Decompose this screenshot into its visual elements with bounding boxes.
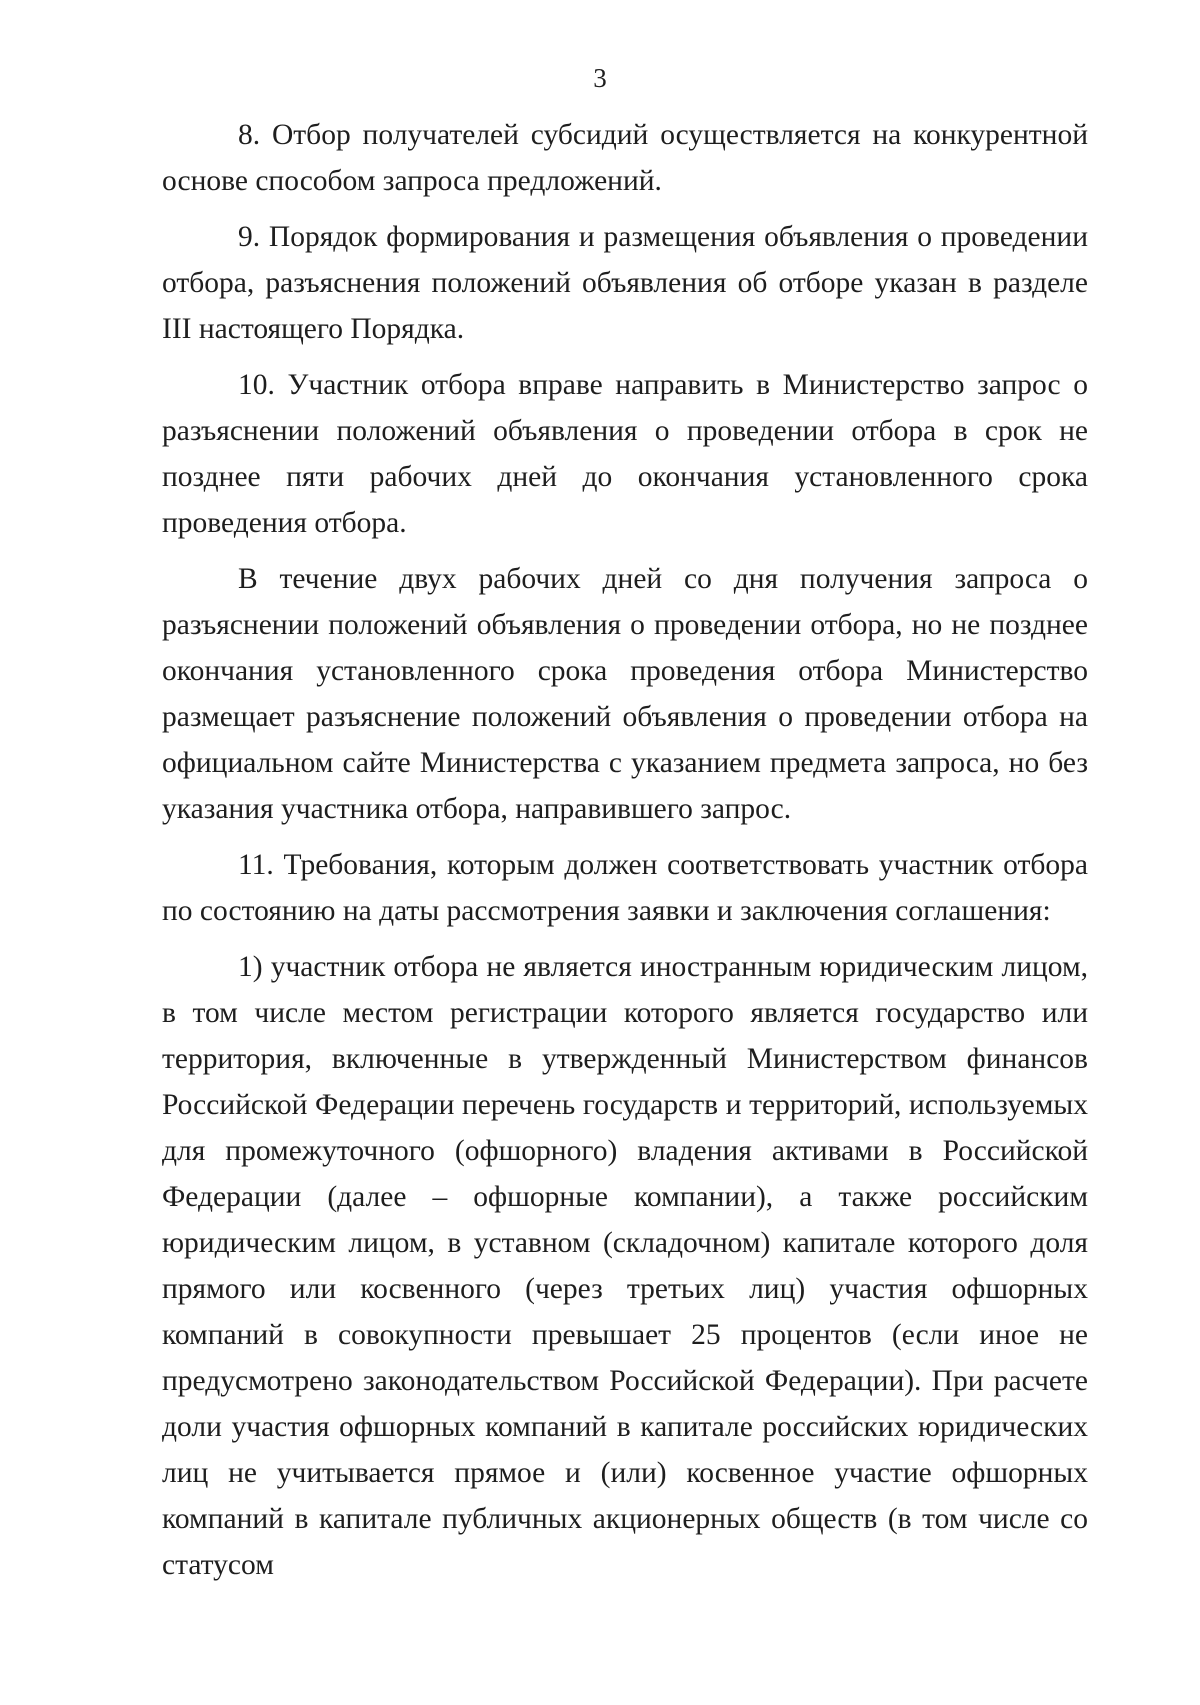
paragraph-item-11: 11. Требования, которым должен соответствовать участник отбора по состоянию на даты рассмотрения заявки и заключения соглашения:: [162, 849, 1088, 927]
page-number: 3: [593, 63, 607, 93]
paragraph-item-8: 8. Отбор получателей субсидий осуществляется на конкурентной основе способом запроса предложений.: [162, 119, 1088, 197]
paragraph-subitem-1: 1) участник отбора не является иностранным юридическим лицом, в том числе местом регистрации которого является государство или территория, включенные в утвержденный Министерством финансов Российской Федерации перечень государств и территорий, используемых для промежуточного (офшорного) владения активами в Российской Федерации (далее – офшорные компании), а также российским юридическим лицом, в уставном (складочном) капитале которого доля прямого или косвенного (через третьих лиц) участия офшорных компаний в совокупности превышает 25 процентов (если иное не предусмотрено законодательством Российской Федерации). При расчете доли участия офшорных компаний в капитале российских юридических лиц не учитывается прямое и (или) косвенное участие офшорных компаний в капитале публичных акционерных обществ (в том числе со статусом: [162, 951, 1088, 1581]
paragraph-item-9: 9. Порядок формирования и размещения объявления о проведении отбора, разъяснения положений объявления об отборе указан в разделе III настоящего Порядка.: [162, 221, 1088, 345]
paragraph-item-10-continuation: В течение двух рабочих дней со дня получения запроса о разъяснении положений объявления о проведении отбора, но не позднее окончания установленного срока проведения отбора Министерство размещает разъяснение положений объявления о проведении отбора на официальном сайте Министерства с указанием предмета запроса, но без указания участника отбора, направившего запрос.: [162, 563, 1088, 825]
document-body: [162, 112, 1088, 1588]
paragraph-item-10: 10. Участник отбора вправе направить в Министерство запрос о разъяснении положений объявления о проведении отбора в срок не позднее пяти рабочих дней до окончания установленного срока проведения отбора.: [162, 369, 1088, 539]
